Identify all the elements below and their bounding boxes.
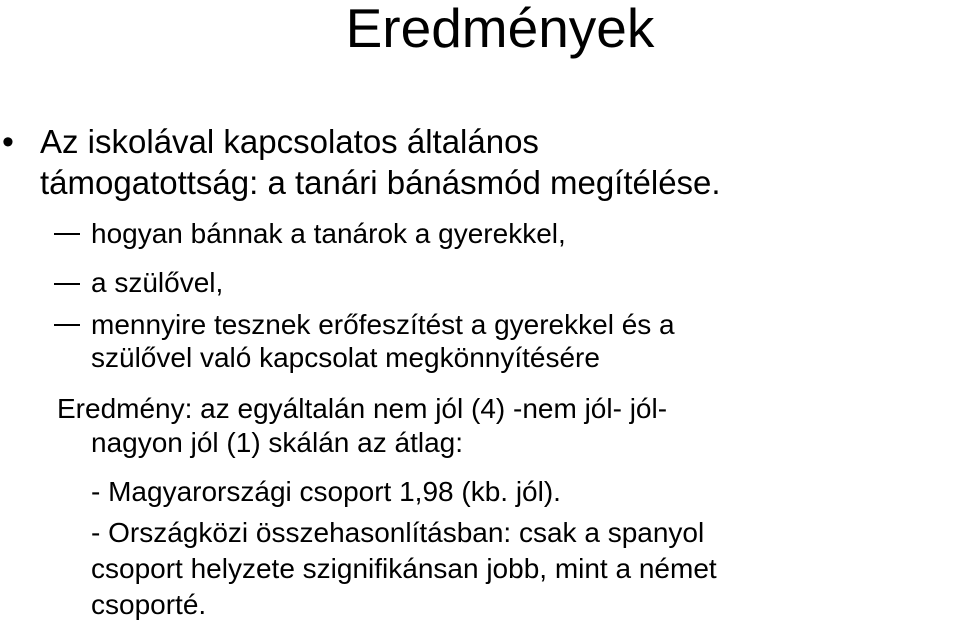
result-line-2: nagyon jól (1) skálán az átlag:: [91, 427, 463, 458]
result-line-3: - Magyarországi csoport 1,98 (kb. jól).: [91, 476, 561, 507]
subitem-3-line-2: szülővel való kapcsolat megkönnyítésére: [91, 342, 600, 373]
bullet-dot-icon: •: [2, 123, 14, 161]
result-line-6: csoporté.: [91, 589, 207, 620]
subitem-1: hogyan bánnak a tanárok a gyerekkel,: [91, 218, 566, 249]
result-line-5: csoport helyzete szignifikánsan jobb, mint a német: [91, 553, 717, 584]
bullet-text-line-1: Az iskolával kapcsolatos általános: [40, 123, 539, 160]
result-line-1: Eredmény: az egyáltalán nem jól (4) -nem jól- jól-: [57, 393, 668, 424]
result-line-4: - Országközi összehasonlításban: csak a spanyol: [91, 517, 705, 548]
subitem-2: a szülővel,: [91, 267, 224, 298]
dash-icon: [54, 283, 80, 285]
subitem-3-line-1: mennyire tesznek erőfeszítést a gyerekkel és a: [91, 309, 675, 340]
slide-title: Eredmények: [345, 0, 655, 59]
bullet-text-line-2: támogatottság: a tanári bánásmód megítélése.: [40, 164, 721, 201]
dash-icon: [54, 233, 80, 235]
dash-icon: [54, 324, 80, 326]
